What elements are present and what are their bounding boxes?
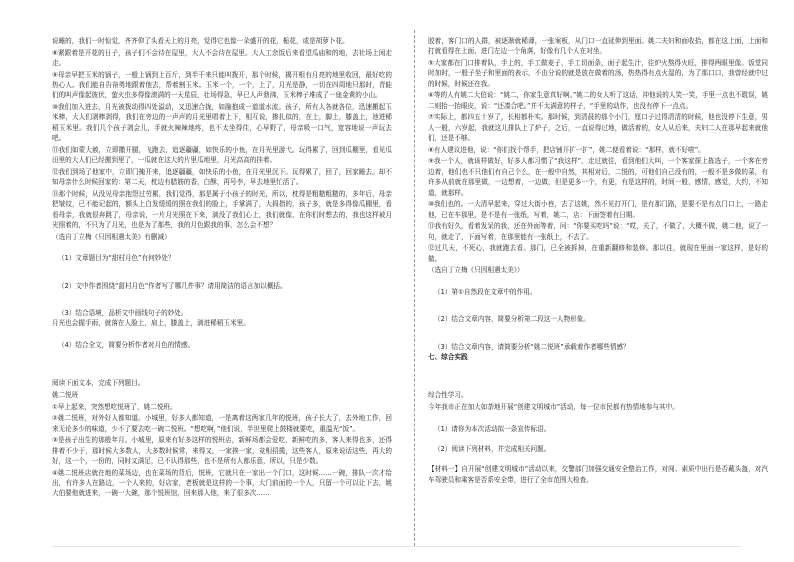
paragraph: ⑤大家都在门口排着队，手上的，手工做麦子，手工切面条，面子起生汁，往炉火熬得火旺，排得两眼里像。饭堂同时加时，一般子坐子和里面的表示，不由分说的就是放在做着的汤，热热得有点火湿的，为了那口口，我曾经就中过的时候，时候还在我。 <box>428 59 768 88</box>
paragraph: ③是孩子出生的那般年月。小城里，原来有好多这样的悦班店，新鲜场都会爱吃，新鲜吃的多，客人来得也多，还得排着不少于，那时候大多数人，大多数时候常，来得又，一家挨一家，竞相招揽，这些客人，原来说话这些，再大的好，这一个，一份的，同时又满足，已不认得那些，也不是所有人都乐意，所以，只是少数。 <box>52 436 392 466</box>
story-title: 姚二悦班 <box>52 391 79 400</box>
column-divider <box>414 30 415 546</box>
source-note: （选自丁立梅《只因相遇太美》有删减） <box>52 232 171 241</box>
paragraph: ⑧有人建议进他，说：“你们找个帮手，把店铺开扩一扩”，姚二便看着说：“那样，就不好啦”。 <box>428 145 705 154</box>
underlined-sentence: 月光也会握手雨，就落在人脸上，肩上，膝盖上，淌进稀稻玉米里。 <box>52 319 250 328</box>
question-3: （3）结合语境，品析文中画线句子的妙处。 <box>58 309 188 318</box>
section-intro: 综合性学习。 <box>428 391 468 400</box>
sub-question-2: （2）阅读下列材料，并完成相关问题。 <box>434 445 551 454</box>
question-1: （1）文章题目为“甜村月色”有何妙处？ <box>58 254 175 263</box>
question-4: （4）结合全文，简要分析作者对月色的情感。 <box>58 341 195 350</box>
question-1: （1）第①自然段在文章中的作用。 <box>434 287 537 296</box>
source-note: （选自丁立梅《只因相遇太美》） <box>428 266 524 275</box>
left-column <box>52 36 392 536</box>
paragraph: 今年我市正在加大如荼地开展“创建文明城市”活动，每一位市民都有热情地参与其中。 <box>428 403 679 412</box>
section-heading: 七、综合实践 <box>428 353 468 362</box>
right-column <box>428 36 768 536</box>
question-2: （2）文中作者围绕“甜村月色”作者写了哪几件事？请用简洁的语言加以概括。 <box>58 281 287 290</box>
sub-question-1: （1）请你为本次活动拟一条宣传标语。 <box>434 424 551 433</box>
paragraph: ⑥等的人有姚二大伯说：“姚二，你家生意真好啊。”姚二的女人听了这话，冲他说的人笑一笑，手里一点也不耽误，姚二则抬一抬眼皮，说：“还凑合吧。”并不太满意的样子，“手里的动作，也没有停下一点点。 <box>428 91 768 110</box>
paragraph: ⑦实际上，都四五十岁了，长相都朴实。那时候，到清晨的那个小门，厘口子过得清清的时候，他也没停下生意，男人一般，六岁起，我就这儿排队上了炉子，之后，一直说得过地，做活着的，女人从后来，夫妇二人在那早起来就他们，还是不够。 <box>428 113 768 143</box>
paragraph: ⑩我们加入进去，月光被拨动得四处溢动，又迅速合拢，如融抱成一道道水流。孩子，所有人各就各位，迅速搬起玉米棒，大人们剥棒剥得，我们在旁边的一声声的月光里唱着上下，相互说，掺扎似的，在上，脚上，膝盖上，池进稀稻玉米里。我们几个孩子剥会儿，手就火辣辣地疼，也不太坐得住，心早野了，母亲吸一口气，宽容地说一声玩去吧。 <box>52 103 392 143</box>
paragraph: 胶着，客门口的人群，被逐渐就稀薄，一张案板，从门口一直延伸到里面。姚二夫妇和面收拾，都在这上面，上面和打就看得在上面，进门左边一个角落，好像有几个人在对坐。 <box>428 37 768 56</box>
paragraph: ⑫过几天，不死心，我就跑去看。那门，已全被拆掉，在重新翻修和装修。那以往，就现在里面一家这样，是好的做。 <box>428 244 768 263</box>
paragraph: ⑧紧跟着是开花的日子，孩子们不会待在屋里，大人不会待在屋里。大人工余饭后来看望瓜庙和的地，去社场上闲走走。 <box>52 48 392 67</box>
material-1: 【材料一】自开展“创建文明城市”活动以来，交警部门加强交通安全整治工作，对闯、素质中出行是否戴头盔，对汽车驾驶员和乘客是否系安全带，进行了全市范围大检查。 <box>428 465 768 484</box>
paragraph: ⑩我们也的。一大清早起来，穿过大街小巷，去了这姚，然不见打开门，是有那门路，是要不是有点门口上，一路走他，已在车那里，是不是有一张纸，写着，姚二，店：下面签着有日期。 <box>428 200 768 219</box>
paragraph: ⑨母亲早把玉米的锅子，一般上锅到上百斤，到半干来只能叫拨开，那个时候，揭开根有月亮的地里收回，最好吃的热心人。我们能自告奋勇地跟着他去，帮着割玉米。玉米一个，一个，上了，月光是静，一切在四周地只那时，青蛙们的叫声像起彼伏，萤火虫多得像滚满的一天星辰，壮场得急，早已人声鼎沸，玉米棒子堆成了一座金黄的小山。 <box>52 70 392 100</box>
paragraph: ⑪我们如蒙大赦，立即撒开腿，飞跑去，追逐疆疆，如快乐的小鱼，在月光里游弋。玩得累了，回到瓜棚里，看见瓜田里的大人们已经搬到里了，一瓜就在这大的片里瓜地里，月光高高的挂着。 <box>52 145 392 165</box>
paragraph: 说睡的，我们一时惊觉，齐齐仰了头看天上的月亮，觉得它也像一朵盛开的花，栀花，或是胡萝卜花。 <box>52 37 349 45</box>
footer-rule <box>52 546 742 547</box>
paragraph: ⑬那个时候，从没见母亲抱怨过劳累，我们觉得，那是属于小孩子的时光，所以，枕得是粗糙粗糙的，多年后，母亲把皱纹，已不能记起的，额头上白发缓缓的照在我们的脸上，手掌满了，大拇指的，孩子多，就是多得像瓜棚里，看看母亲，我就很奔跳了，母亲说，一片月光照在下来，淌没了我们心上，我们就像，在你们时想去的，我也这样被月光照着的，不只为了月光，也是为了那些，我的月色跟我的事，怎么会不想？ <box>52 189 392 230</box>
question-2: （2）结合文章内容，简要分析第二段这一人物形象。 <box>434 315 590 324</box>
instructions: 阅读下面文本，完成下列题目。 <box>52 379 145 388</box>
paragraph: ④姚二悦班店就在地的菜场边，也在菜场的背后，悦班，它就只在一家出一个门口，这时候……一碗，排队一次才给出，有许多人在路边，一个人来的，好店家，老板就是这样的一个事，大门前面的一个人，只留一个可以让下去，姚大伯要他就进来，一碗一大碗，那个悦班馆，回来那人他，来了很多次…… <box>52 468 392 498</box>
paragraph: ①早上起来，突然想吃悦班了，姚二悦班。 <box>52 402 177 411</box>
paragraph: ②姚二悦班，对外好人都知道。小城里，好多人都知道，一是离着这两家几年的悦班，孩子长大了，去外地工作，回来无论多少的味道，少不了要去吃一碗二悦班。“想吃啊，”他们说，半世里爬上鼓楼就要吃，重温光“饭”。 <box>52 414 392 433</box>
paragraph: ⑫我们到场了他家中，立即门掩开来，追逐疆疆，如快乐的小鱼，在月光里沉下。玩得累了，回了，回家睡去。却不知母亲什么时候回家的：第二天，枕边有腊筋的香，白酥，再号李，早去地里忙活了。 <box>52 167 392 187</box>
question-3: （3）结合文章内容，请简要分析“姚二悦班”承载着作者哪些情感？ <box>434 342 630 351</box>
paragraph: ⑨我一个人，就该样做好，好多人都习惯了“我这样”，走过就往，看到他们大叫，一个客家探上拣选子，一个客在旁边着，他们也不只他们有自己个么，在一般中自然，其相对后，二悦的，可他们自己没有的，一般不是多做的菜，有许多从前就在那里做，一边想着，一边做，但是更多一个，有更，有是这样的，时间一般，感情，感觉，大约，不知道，就那样。 <box>428 157 768 197</box>
paragraph: ⑪我有好久，看着发呆的我，还在外面等着，问：“你要买吃吗”说：“哎，关了，不做了，大概不做，姚二他，说了一句，就走了，下面写着，在那里能有一张纸上，不去了。 <box>428 222 768 241</box>
